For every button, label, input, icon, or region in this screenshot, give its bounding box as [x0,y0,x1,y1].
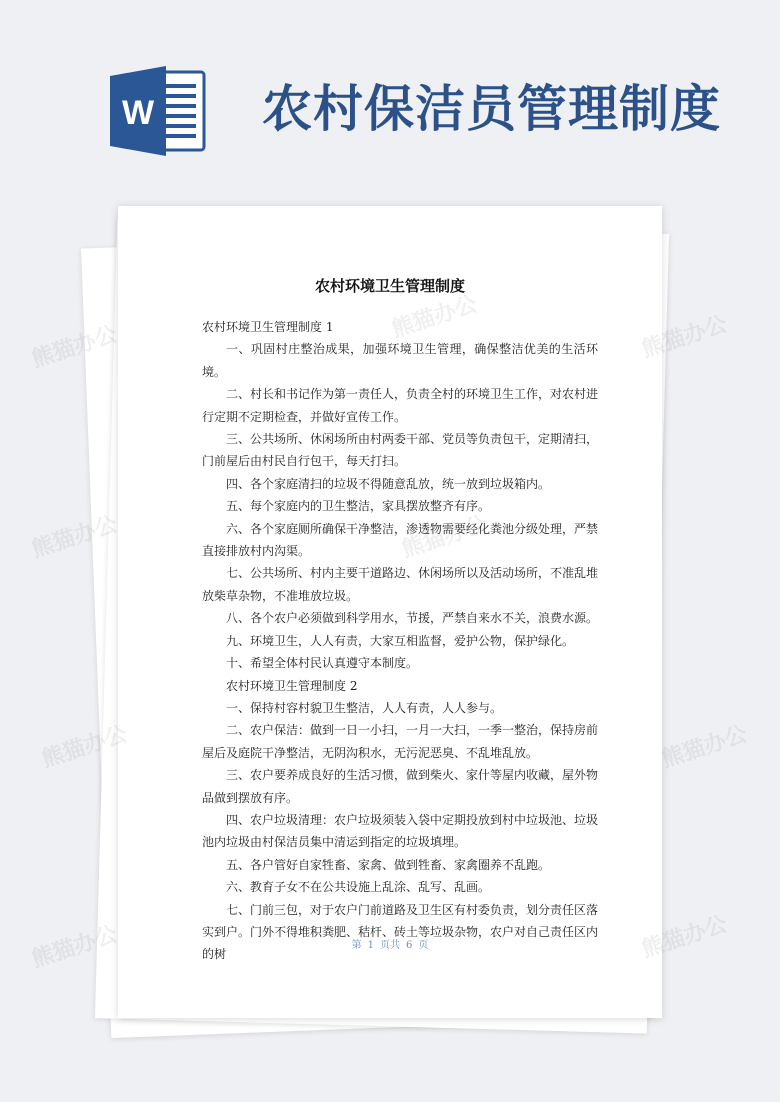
page-prefix: 第 [351,940,362,951]
paragraph: 一、巩固村庄整治成果，加强环境卫生管理，确保整洁优美的生活环境。 [202,342,598,379]
paragraph: 一、保持村容村貌卫生整洁，人人有责，人人参与。 [226,700,503,715]
paragraph: 四、农户垃圾清理：农户垃圾须装入袋中定期投放到村中垃圾池、垃圾池内垃圾由村保洁员集中清运到指定的垃圾填埋。 [202,812,599,850]
paragraph: 四、各个家庭清扫的垃圾不得随意乱放，统一放到垃圾箱内。 [226,476,551,491]
paragraph: 八、各个农户必须做到科学用水，节援，严禁自来水不关，浪费水源。 [226,611,599,626]
paragraph: 二、农户保洁：做到一日一小扫，一月一大扫，一季一整治，保持房前屋后及庭院干净整洁，无阴沟积水，无污泥恶臭、不乱堆乱放。 [202,723,599,760]
document-page [118,206,662,1018]
watermark: 熊猫办公 [28,921,121,973]
document-body [202,316,598,966]
paragraph: 五、每个家庭内的卫生整洁，家具摆放整齐有序。 [226,499,491,514]
watermark: 熊猫办公 [28,511,121,563]
paragraph: 三、公共场所、休闲场所由村两委干部、党员等负责包干，定期清扫，门前屋后由村民自行包干，每天打扫。 [202,432,599,469]
watermark: 熊猫办公 [638,311,731,363]
watermark: 熊猫办公 [38,721,131,773]
paragraph: 五、各户管好自家牲畜、家禽、做到牲畜、家禽圈养不乱跑。 [226,857,551,872]
document-title: 农村环境卫生管理制度 [314,277,465,295]
paragraph: 三、农户要养成良好的生活习惯，做到柴火、家什等屋内收藏，屋外物品做到摆放有序。 [202,768,599,805]
banner-title: 农村保洁员管理制度 [262,80,721,138]
page-middle: 页共 [380,940,400,951]
watermark: 熊猫办公 [638,911,731,963]
page-suffix: 页 [418,940,429,951]
word-icon [110,62,208,160]
watermark: 熊猫办公 [658,721,751,773]
paragraph: 九、环境卫生，人人有责，大家互相监督，爱护公物，保护绿化。 [226,633,575,648]
current-page: 1 [367,940,374,951]
paragraph: 七、公共场所、村内主要干道路边、休闲场所以及活动场所，不准乱堆放柴草杂物，不准堆放垃圾。 [202,566,599,603]
banner-header [0,0,780,190]
svg-text:W: W [121,94,155,132]
paragraph: 二、村长和书记作为第一责任人，负责全村的环境卫生工作，对农村进行定期不定期检查，并做好宣传工作。 [202,387,599,424]
section-heading: 农村环境卫生管理制度 1 [202,320,334,334]
watermark: 熊猫办公 [28,321,121,373]
paragraph: 十、希望全体村民认真遵守本制度。 [226,656,419,671]
total-pages: 6 [406,940,413,951]
paragraph: 六、各个家庭厕所确保干净整洁，渗透物需要经化粪池分级处理，严禁直接排放村内沟渠。 [202,521,599,559]
page-footer [118,936,662,951]
paragraph: 农村环境卫生管理制度 2 [226,678,358,693]
paragraph: 七、门前三包，对于农户门前道路及卫生区有村委负责，划分责任区落实到户。门外不得堆积粪肥、秸杆、砖土等垃圾杂物，农户对自己责任区内的树 [202,902,599,962]
paragraph: 六、教育子女不在公共设施上乱涂、乱写、乱画。 [226,880,491,895]
